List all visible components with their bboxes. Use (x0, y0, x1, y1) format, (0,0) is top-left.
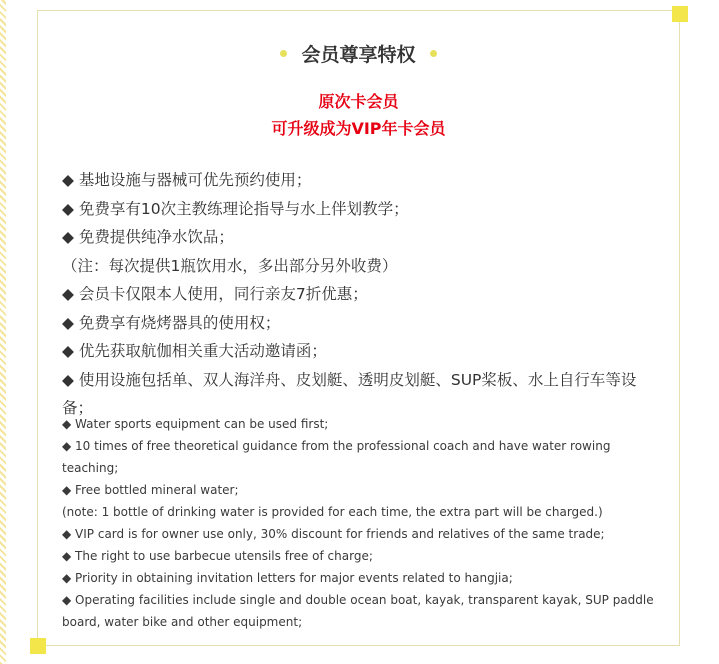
list-item: ◆ 免费享有烧烤器具的使用权； (62, 313, 281, 332)
subtitle-line-1: 原次卡会员 (318, 92, 399, 111)
list-item: ◆ 免费享有10次主教练理论指导与水上伴划教学； (62, 199, 409, 218)
list-item: ◆ 10 times of free theoretical guidance from the professional coach and have water rowing teaching; (62, 439, 611, 475)
list-item: ◆ VIP card is for owner use only, 30% discount for friends and relatives of the same trade; (62, 527, 605, 541)
list-item: ◆ Operating facilities include single and double ocean boat, kayak, transparent kayak, SUP paddle board, water bike and other equipment; (62, 593, 654, 629)
list-item-note: (note: 1 bottle of drinking water is provided for each time, the extra part will be charged.) (62, 505, 603, 519)
list-item: ◆ Priority in obtaining invitation letters for major events related to hangjia; (62, 571, 513, 585)
title-row (37, 38, 680, 68)
dot-icon (280, 50, 287, 57)
list-item: ◆ 使用设施包括单、双人海洋舟、皮划艇、透明皮划艇、SUP桨板、水上自行车等设备； (62, 370, 637, 417)
list-item: ◆ Free bottled mineral water; (62, 483, 239, 497)
list-item: ◆ The right to use barbecue utensils free of charge; (62, 549, 373, 563)
decorative-stripe (0, 0, 6, 664)
corner-square-top-right (672, 6, 688, 22)
english-benefit-list (62, 413, 662, 633)
dot-icon (430, 50, 437, 57)
list-item: ◆ 会员卡仅限本人使用，同行亲友7折优惠； (62, 285, 368, 303)
list-item: ◆ 免费提供纯净水饮品； (62, 228, 234, 246)
subtitle-line-2: 可升级成为VIP年卡会员 (271, 119, 446, 138)
list-item-note: （注：每次提供1瓶饮用水，多出部分另外收费） (62, 256, 398, 275)
list-item: ◆ Water sports equipment can be used first; (62, 417, 329, 431)
list-item: ◆ 优先获取航伽相关重大活动邀请函； (62, 342, 327, 360)
list-item: ◆ 基地设施与器械可优先预约使用； (62, 171, 312, 189)
corner-square-bottom-left (30, 638, 46, 654)
chinese-benefit-list (62, 166, 662, 423)
page-title: 会员尊享特权 (301, 43, 416, 66)
